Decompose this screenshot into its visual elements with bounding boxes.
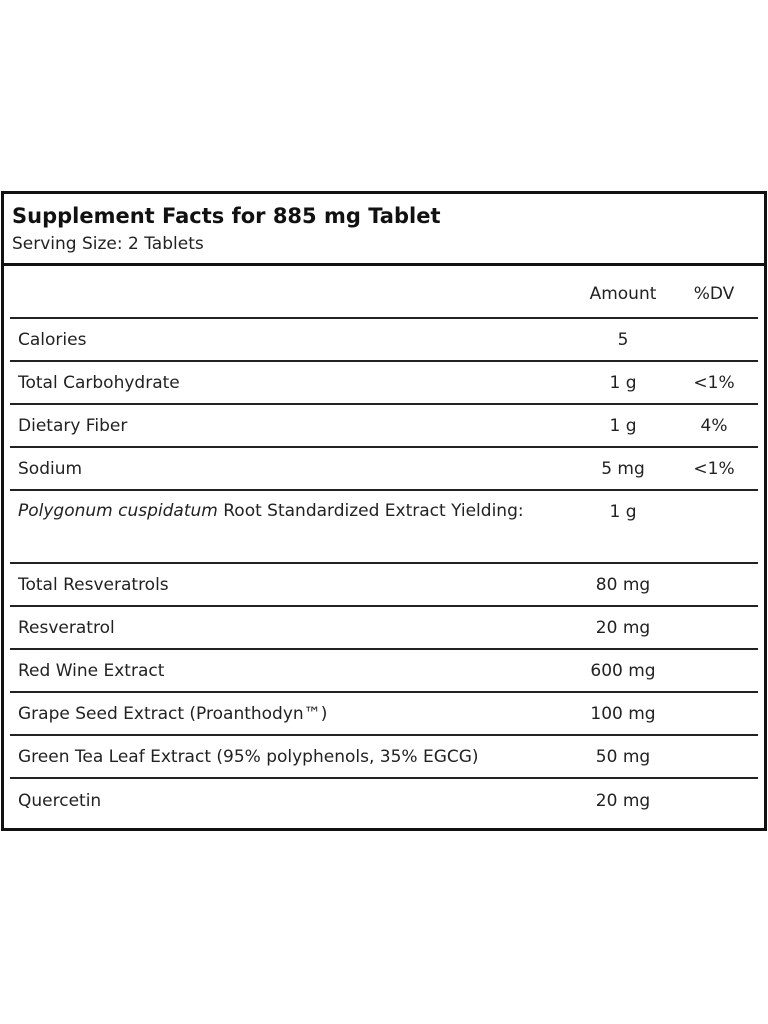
- row-name: Total Carbohydrate: [18, 372, 180, 393]
- row-amount: 5: [617, 329, 629, 350]
- row-name: Green Tea Leaf Extract (95% polyphenols, 35% EGCG): [18, 746, 479, 767]
- row-amount: 80 mg: [595, 574, 651, 595]
- supplement-facts-panel: [1, 191, 767, 831]
- row-name-italic: Polygonum cuspidatum: [18, 501, 218, 521]
- table-row: [10, 448, 758, 491]
- panel-title: Supplement Facts for 885 mg Tablet: [12, 204, 441, 228]
- table-row: [10, 779, 758, 822]
- panel-header: [4, 194, 764, 266]
- row-amount: 100 mg: [590, 703, 656, 724]
- facts-table: [10, 266, 758, 822]
- row-dv: 4%: [700, 415, 728, 436]
- row-name: Sodium: [18, 458, 83, 479]
- row-name: Total Resveratrols: [18, 574, 169, 595]
- table-row: [10, 491, 758, 564]
- header-dv: %DV: [693, 284, 735, 304]
- row-name: Grape Seed Extract (Proanthodyn™): [18, 703, 328, 724]
- row-dv: <1%: [693, 372, 735, 393]
- row-name: [10, 496, 570, 526]
- table-row: [10, 362, 758, 405]
- row-name: Dietary Fiber: [18, 415, 128, 436]
- table-row: [10, 607, 758, 650]
- row-amount: 20 mg: [595, 790, 651, 811]
- table-row: [10, 405, 758, 448]
- table-row: [10, 693, 758, 736]
- row-name: Red Wine Extract: [18, 660, 165, 681]
- row-amount: 1 g: [609, 415, 637, 436]
- row-amount: 600 mg: [590, 660, 656, 681]
- row-amount: 5 mg: [601, 458, 645, 479]
- row-amount: 50 mg: [595, 746, 651, 767]
- table-row: [10, 650, 758, 693]
- table-row: [10, 736, 758, 779]
- row-name: Quercetin: [18, 790, 102, 811]
- row-name: Resveratrol: [18, 617, 115, 638]
- row-amount: 20 mg: [595, 617, 651, 638]
- table-header-row: [10, 266, 758, 319]
- row-amount: 1 g: [609, 372, 637, 393]
- row-name-rest: Root Standardized Extract Yielding:: [217, 501, 524, 521]
- row-amount: 1 g: [609, 502, 637, 522]
- header-amount: Amount: [589, 284, 657, 304]
- serving-size: Serving Size: 2 Tablets: [12, 234, 204, 254]
- table-row: [10, 319, 758, 362]
- row-dv: <1%: [693, 458, 735, 479]
- table-row: [10, 564, 758, 607]
- row-name: Calories: [18, 329, 87, 350]
